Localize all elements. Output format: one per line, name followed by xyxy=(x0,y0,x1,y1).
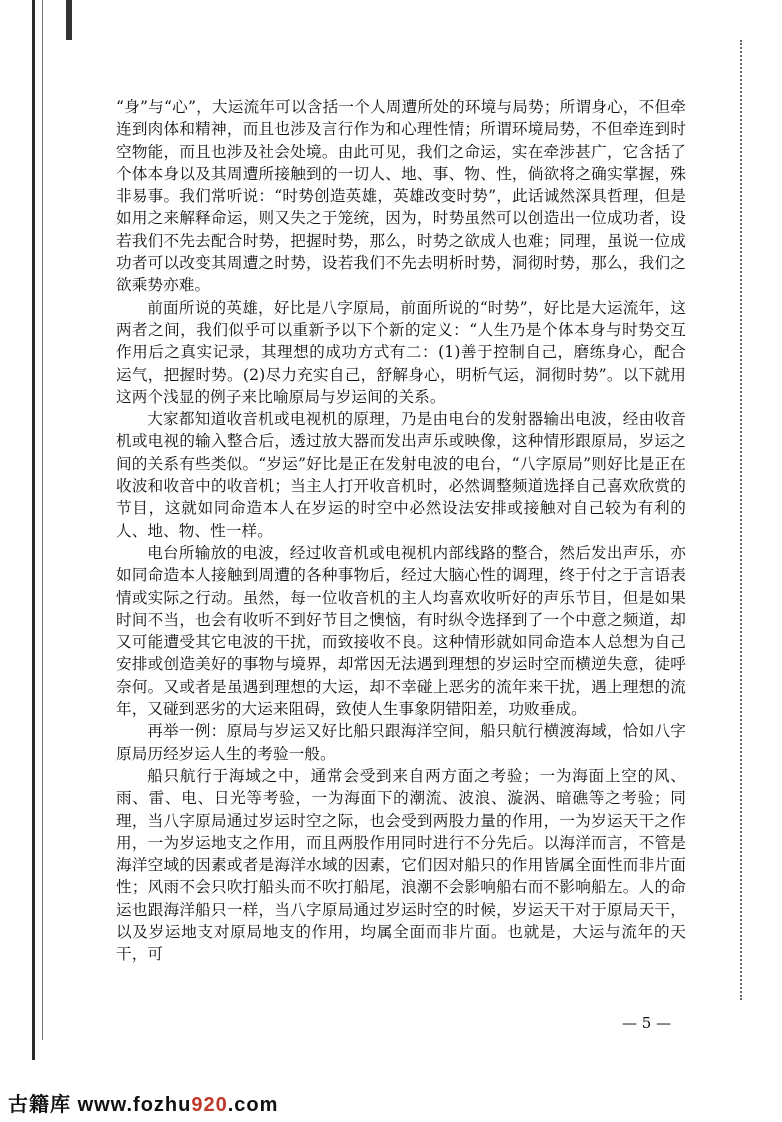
watermark-name: 古籍库 xyxy=(8,1094,71,1116)
paragraph-2: 前面所说的英雄，好比是八字原局，前面所说的“时势”，好比是大运流年，这两者之间，我们似乎可以重新予以下个新的定义：“人生乃是个体本身与时势交互作用后之真实记录，其理想的成功方式有二：(1)善于控制自己，磨练身心，配合运气，把握时势。(2)尽力充实自己，舒解身心，明析气运，洞彻时势”。以下就用这两个浅显的例子来比喻原局与岁运间的关系。 xyxy=(116,298,686,406)
watermark-url-prefix: www.fozhu xyxy=(77,1094,192,1116)
watermark-url-suffix: .com xyxy=(227,1094,279,1116)
watermark-url-number: 920 xyxy=(191,1094,228,1116)
paragraph-4: 电台所输放的电波，经过收音机或电视机内部线路的整合，然后发出声乐，亦如同命造本人接触到周遭的各种事物后，经过大脑心性的调理，终于付之于言语表情或实际之行动。虽然，每一位收音机的主人均喜欢收听好的声乐节目，但是如果时间不当，也会有收听不到好节目之懊恼，有时纵令选择到了一个中意之频道，却又可能遭受其它电波的干扰，而致接收不良。这种情形就如同命造本人总想为自己安排或创造美好的事物与境界，却常因无法遇到理想的岁运时空而横逆失意，徒呼奈何。又或者是虽遇到理想的大运，却不幸碰上恶劣的流年来干扰，遇上理想的流年，又碰到恶劣的大运来阻碍，致使人生事象阴错阳差，功败垂成。 xyxy=(116,543,686,719)
page-body xyxy=(116,96,686,966)
paragraph-3: 大家都知道收音机或电视机的原理，乃是由电台的发射器输出电波，经由收音机或电视的输入整合后，透过放大器而发出声乐或映像，这种情形跟原局，岁运之间的关系有些类似。“岁运”好比是正在发射电波的电台，“八字原局”则好比是正在收波和收音中的收音机；当主人打开收音机时，必然调整频道选择自己喜欢欣赏的节目，这就如同命造本人在岁运的时空中必然设法安排或接触对自己较为有利的人、地、物、性一样。 xyxy=(116,410,686,540)
scan-edge-line xyxy=(42,0,43,1040)
paragraph-1: “身”与“心”，大运流年可以含括一个人周遭所处的环境与局势；所谓身心，不但牵连到肉体和精神，而且也涉及言行作为和心理性情；所谓环境局势，不但牵连到时空物能，而且也涉及社会处境。由此可见，我们之命运，实在牵涉甚广，它含括了个体本身以及其周遭所接触到的一切人、地、事、物、性，倘欲将之确实掌握，殊非易事。我们常听说：“时势创造英雄，英雄改变时势”，此话诚然深具哲理，但是如用之来解释命运，则又失之于笼统，因为，时势虽然可以创造出一位成功者，设若我们不先去配合时势，把握时势，那么，时势之欲成人也难；同理，虽说一位成功者可以改变其周遭之时势，设若我们不先去明析时势，洞彻时势，那么，我们之欲乘势亦难。 xyxy=(116,98,686,295)
paragraph-6: 船只航行于海域之中，通常会受到来自两方面之考验；一为海面上空的风、雨、雷、电、日光等考验，一为海面下的潮流、波浪、漩涡、暗礁等之考验；同理，当八字原局通过岁运时空之际，也会受到两股力量的作用，一为岁运天干之作用，一为岁运地支之作用，而且两股作用同时进行不分先后。以海洋而言，不管是海洋空域的因素或者是海洋水域的因素，它们因对船只的作用皆属全面性而非片面性；风雨不会只吹打船头而不吹打船尾，浪潮不会影响船右而不影响船左。人的命运也跟海洋船只一样，当八字原局通过岁运时空的时候，岁运天干对于原局天干，以及岁运地支对原局地支的作用，均属全面而非片面。也就是，大运与流年的天干，可 xyxy=(116,766,686,964)
paragraph-5: 再举一例：原局与岁运又好比船只跟海洋空间，船只航行横渡海域，恰如八字原局历经岁运人生的考验一般。 xyxy=(116,722,686,763)
scan-edge-right xyxy=(740,40,746,1000)
page-number: — 5 — xyxy=(622,1014,672,1032)
scan-edge-top xyxy=(66,0,72,40)
scan-edge-left xyxy=(32,0,35,1060)
watermark xyxy=(8,1088,278,1117)
